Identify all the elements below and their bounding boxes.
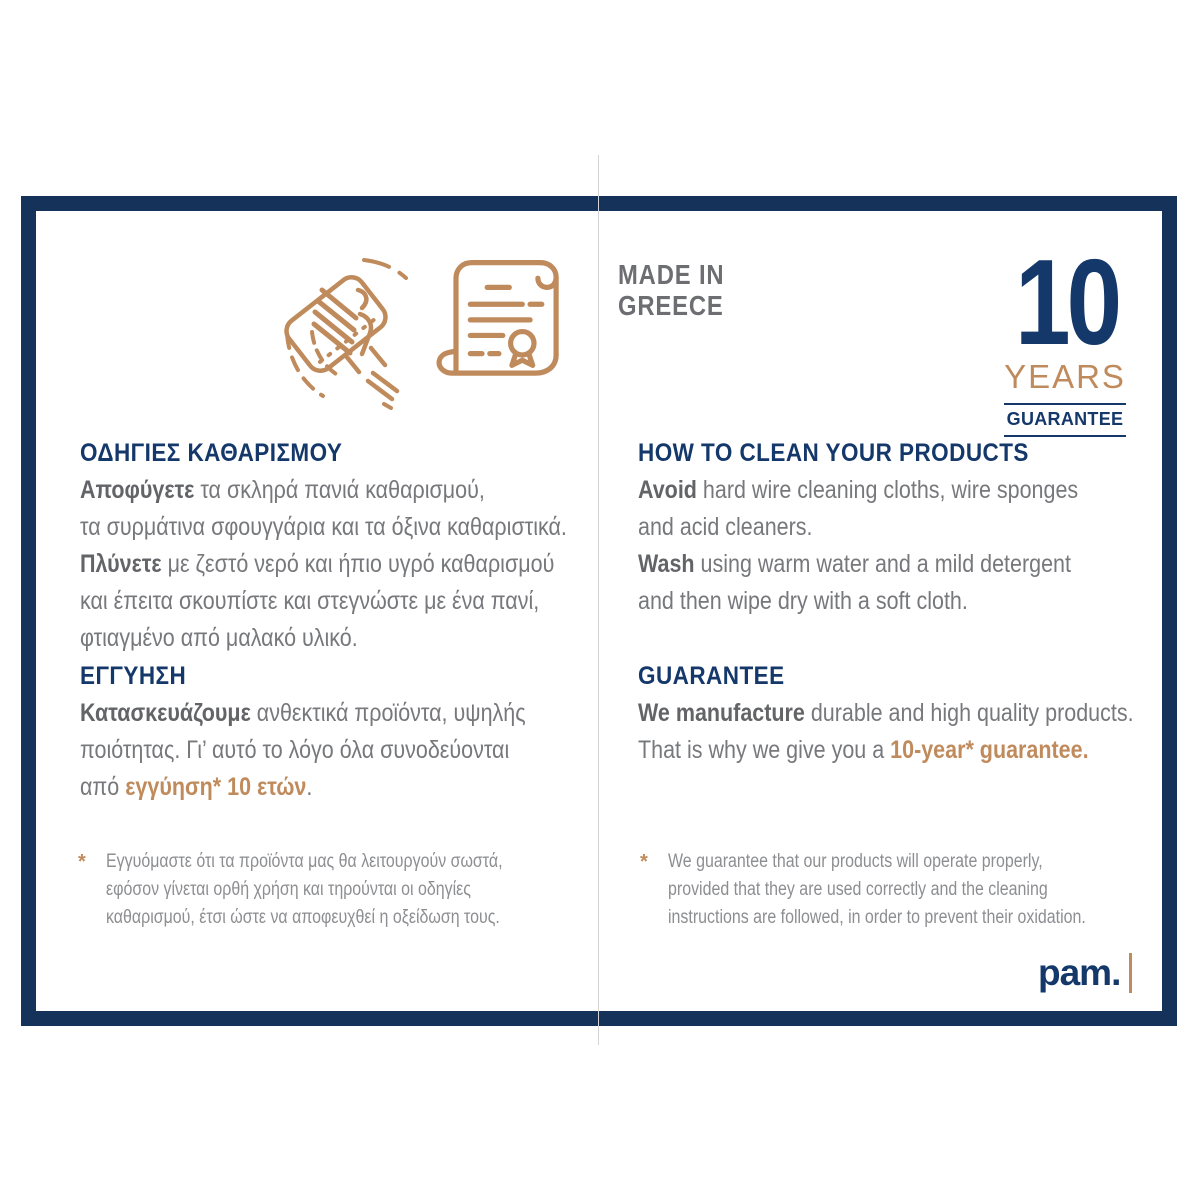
made-in-line1: MADE IN (618, 259, 725, 290)
text-line: Εγγυόμαστε ότι τα προϊόντα μας θα λειτουργούν σωστά, (106, 851, 503, 872)
text-line: That is why we give you a 10-year* guarantee. (638, 736, 1089, 764)
made-in-line2: GREECE (618, 290, 724, 321)
cleaning-text-greek (80, 472, 567, 657)
pam-logo-bar (1129, 953, 1132, 993)
text-line: Avoid hard wire cleaning cloths, wire sponges (638, 476, 1079, 504)
text-line: We manufacture durable and high quality products. (638, 699, 1134, 727)
pam-logo (1038, 952, 1132, 994)
footnote-text-greek (106, 848, 503, 932)
text-line: provided that they are used correctly and the cleaning (668, 879, 1048, 900)
guarantee-heading-english: GUARANTEE (638, 662, 785, 690)
footnote-asterisk-english: * (640, 851, 648, 873)
text-line: τα συρμάτινα σφουγγάρια και τα όξινα καθαριστικά. (80, 513, 567, 541)
badge-number: 10 (1014, 234, 1119, 370)
badge-guarantee-label: GUARANTEE (1004, 403, 1126, 437)
pam-wordmark: pam. (1038, 952, 1121, 993)
certificate-scroll-icon (430, 252, 560, 402)
text-line: Αποφύγετε τα σκληρά πανιά καθαρισμού, (80, 476, 485, 504)
cleaning-heading-greek: ΟΔΗΓΙΕΣ ΚΑΘΑΡΙΣΜΟΥ (80, 439, 343, 467)
text-line: και έπειτα σκουπίστε και στεγνώστε με ένα πανί, (80, 587, 540, 615)
center-fold-line (598, 155, 599, 1045)
text-line: Πλύνετε με ζεστό νερό και ήπιο υγρό καθαρισμού (80, 550, 555, 578)
text-line: ποιότητας. Γι’ αυτό το λόγο όλα συνοδεύονται (80, 736, 510, 764)
cleaning-heading-english: HOW TO CLEAN YOUR PRODUCTS (638, 439, 1029, 467)
footnote-asterisk-greek: * (78, 851, 86, 873)
guarantee-text-greek (80, 695, 526, 806)
footnote-text-english (668, 848, 1086, 932)
ten-years-guarantee-badge (1004, 234, 1126, 437)
text-line: καθαρισμού, έτσι ώστε να αποφευχθεί η οξείδωση τους. (106, 907, 500, 928)
cleaning-text-english (638, 472, 1078, 620)
text-line: and then wipe dry with a soft cloth. (638, 587, 968, 615)
guarantee-heading-greek: ΕΓΓΥΗΣΗ (80, 662, 187, 690)
text-line: εφόσον γίνεται ορθή χρήση και τηρούνται οι οδηγίες (106, 879, 471, 900)
text-line: Wash using warm water and a mild detergent (638, 550, 1071, 578)
text-line: φτιαγμένο από μαλακό υλικό. (80, 624, 358, 652)
hand-wiping-cloth-icon (278, 248, 426, 410)
text-line: and acid cleaners. (638, 513, 813, 541)
badge-years-label: YEARS (1004, 358, 1126, 395)
text-line: instructions are followed, in order to prevent their oxidation. (668, 907, 1086, 928)
text-line: από εγγύηση* 10 ετών. (80, 773, 313, 801)
guarantee-text-english (638, 695, 1134, 769)
text-line: We guarantee that our products will operate properly, (668, 851, 1043, 872)
text-line: Κατασκευάζουμε ανθεκτικά προϊόντα, υψηλής (80, 699, 526, 727)
made-in-greece-label (618, 259, 724, 321)
